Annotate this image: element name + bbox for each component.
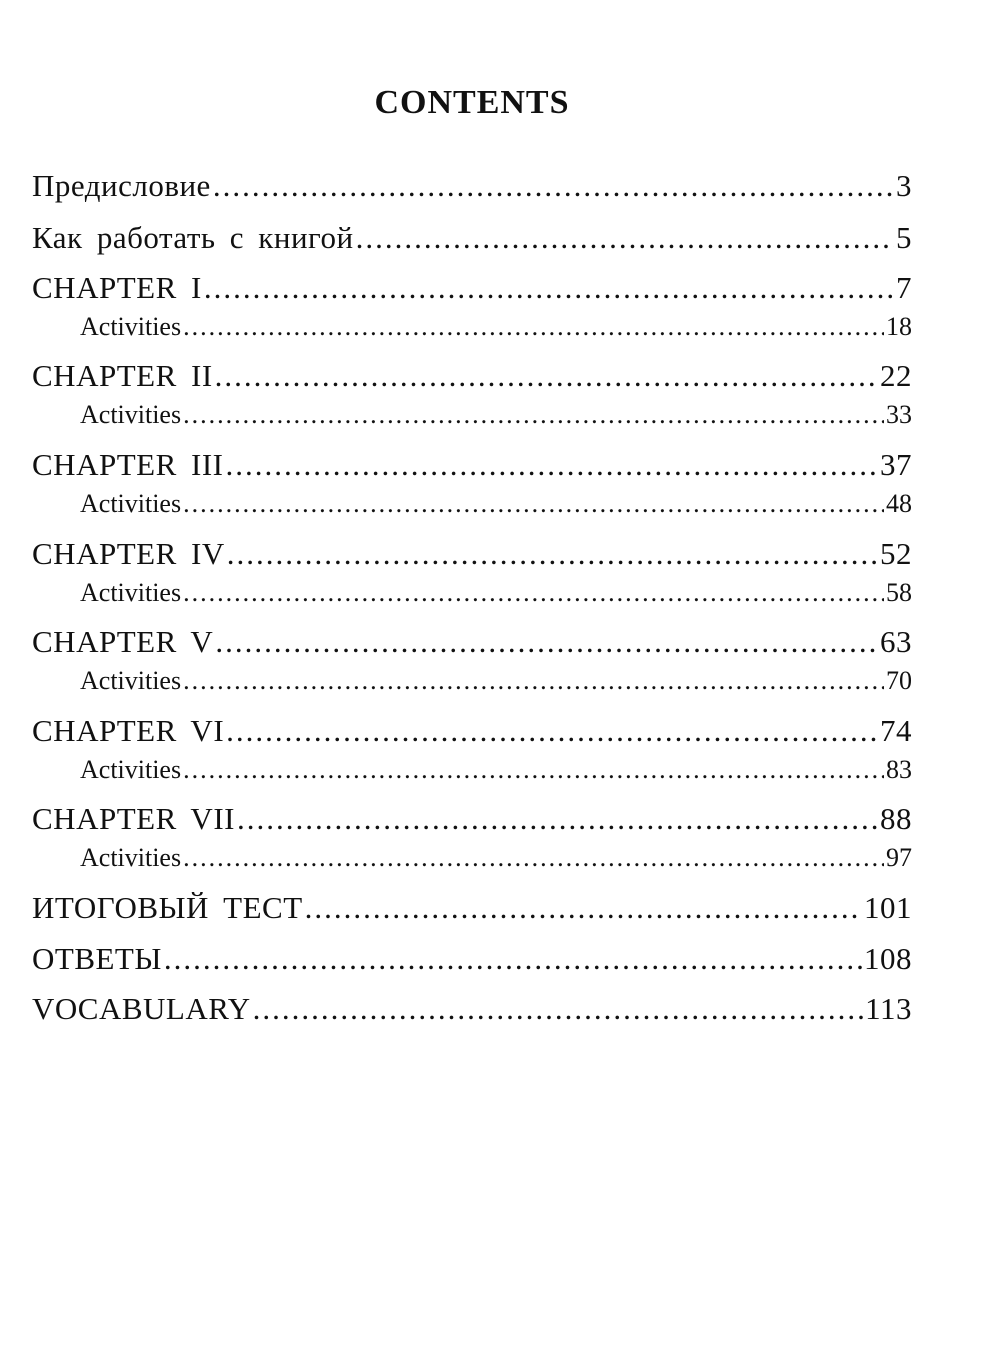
toc-entry-label: ОТВЕТЫ bbox=[32, 941, 162, 976]
toc-entry-chapter-5[interactable] bbox=[32, 624, 912, 660]
toc-entry-page: 101 bbox=[864, 890, 912, 925]
toc-entry-page: 48 bbox=[886, 489, 912, 518]
dot-leader bbox=[183, 312, 884, 342]
toc-entry-page: 74 bbox=[880, 713, 912, 748]
toc-entry-label: CHAPTER VI bbox=[32, 713, 225, 748]
toc-entry-label: Activities bbox=[80, 755, 182, 784]
toc-entry-page: 88 bbox=[880, 801, 912, 836]
toc-entry-page: 83 bbox=[886, 755, 912, 784]
toc-entry-chapter-1[interactable] bbox=[32, 270, 912, 306]
toc-entry-label: Activities bbox=[80, 666, 182, 695]
dot-leader bbox=[183, 666, 884, 696]
toc-entry-chapter-2[interactable] bbox=[32, 358, 912, 394]
toc-entry-page: 70 bbox=[886, 666, 912, 695]
toc-entry-label: Activities bbox=[80, 312, 182, 341]
toc-entry-label: Предисловие bbox=[32, 168, 211, 203]
dot-leader bbox=[227, 536, 878, 572]
toc-entry-page: 18 bbox=[886, 312, 912, 341]
toc-entry-label: Activities bbox=[80, 489, 182, 518]
dot-leader bbox=[213, 168, 894, 204]
toc-entry-activities-7[interactable] bbox=[32, 843, 912, 873]
toc-entry-activities-3[interactable] bbox=[32, 489, 912, 519]
dot-leader bbox=[183, 400, 884, 430]
toc-entry-answers[interactable] bbox=[32, 941, 912, 977]
toc-entry-chapter-4[interactable] bbox=[32, 536, 912, 572]
dot-leader bbox=[183, 843, 884, 873]
dot-leader bbox=[183, 489, 884, 519]
dot-leader bbox=[204, 270, 894, 306]
toc-entry-label: Activities bbox=[80, 400, 182, 429]
dot-leader bbox=[215, 358, 878, 394]
toc-entry-preface[interactable] bbox=[32, 168, 912, 204]
toc-entry-final-test[interactable] bbox=[32, 890, 912, 926]
dot-leader bbox=[183, 578, 884, 608]
toc-entry-label: Activities bbox=[80, 578, 182, 607]
toc-entry-activities-4[interactable] bbox=[32, 578, 912, 608]
toc-entry-chapter-7[interactable] bbox=[32, 801, 912, 837]
dot-leader bbox=[164, 941, 862, 977]
toc-entry-chapter-6[interactable] bbox=[32, 713, 912, 749]
toc-entry-label: CHAPTER V bbox=[32, 624, 214, 659]
toc-entry-label: CHAPTER VII bbox=[32, 801, 235, 836]
page-title: CONTENTS bbox=[374, 84, 570, 121]
dot-leader bbox=[253, 991, 864, 1027]
toc-entry-page: 108 bbox=[864, 941, 912, 976]
toc-entry-page: 113 bbox=[865, 991, 912, 1026]
toc-entry-vocabulary[interactable] bbox=[32, 991, 912, 1027]
toc-entry-label: CHAPTER II bbox=[32, 358, 213, 393]
toc-entry-activities-5[interactable] bbox=[32, 666, 912, 696]
toc-entry-page: 63 bbox=[880, 624, 912, 659]
dot-leader bbox=[305, 890, 862, 926]
toc-entry-label: Activities bbox=[80, 843, 182, 872]
toc-entry-label: CHAPTER III bbox=[32, 447, 224, 482]
toc-entry-label: Как работать с книгой bbox=[32, 220, 354, 255]
toc-entry-how-to-use[interactable] bbox=[32, 220, 912, 256]
toc-entry-page: 3 bbox=[896, 168, 912, 203]
toc-entry-label: VOCABULARY bbox=[32, 991, 251, 1026]
dot-leader bbox=[356, 220, 894, 256]
toc-entry-activities-6[interactable] bbox=[32, 755, 912, 785]
dot-leader bbox=[225, 447, 878, 483]
toc-entry-page: 33 bbox=[886, 400, 912, 429]
toc-entry-activities-2[interactable] bbox=[32, 400, 912, 430]
toc-entry-page: 58 bbox=[886, 578, 912, 607]
toc-entry-label: ИТОГОВЫЙ ТЕСТ bbox=[32, 890, 303, 925]
dot-leader bbox=[237, 801, 878, 837]
toc-entry-page: 37 bbox=[880, 447, 912, 482]
dot-leader bbox=[183, 755, 884, 785]
dot-leader bbox=[215, 624, 878, 660]
toc-entry-page: 22 bbox=[880, 358, 912, 393]
toc-entry-page: 7 bbox=[896, 270, 912, 305]
toc-entry-page: 97 bbox=[886, 843, 912, 872]
toc-entry-page: 52 bbox=[880, 536, 912, 571]
toc-entry-label: CHAPTER I bbox=[32, 270, 202, 305]
dot-leader bbox=[226, 713, 878, 749]
toc-entry-activities-1[interactable] bbox=[32, 312, 912, 342]
toc-entry-chapter-3[interactable] bbox=[32, 447, 912, 483]
toc-entry-page: 5 bbox=[896, 220, 912, 255]
toc-entry-label: CHAPTER IV bbox=[32, 536, 225, 571]
